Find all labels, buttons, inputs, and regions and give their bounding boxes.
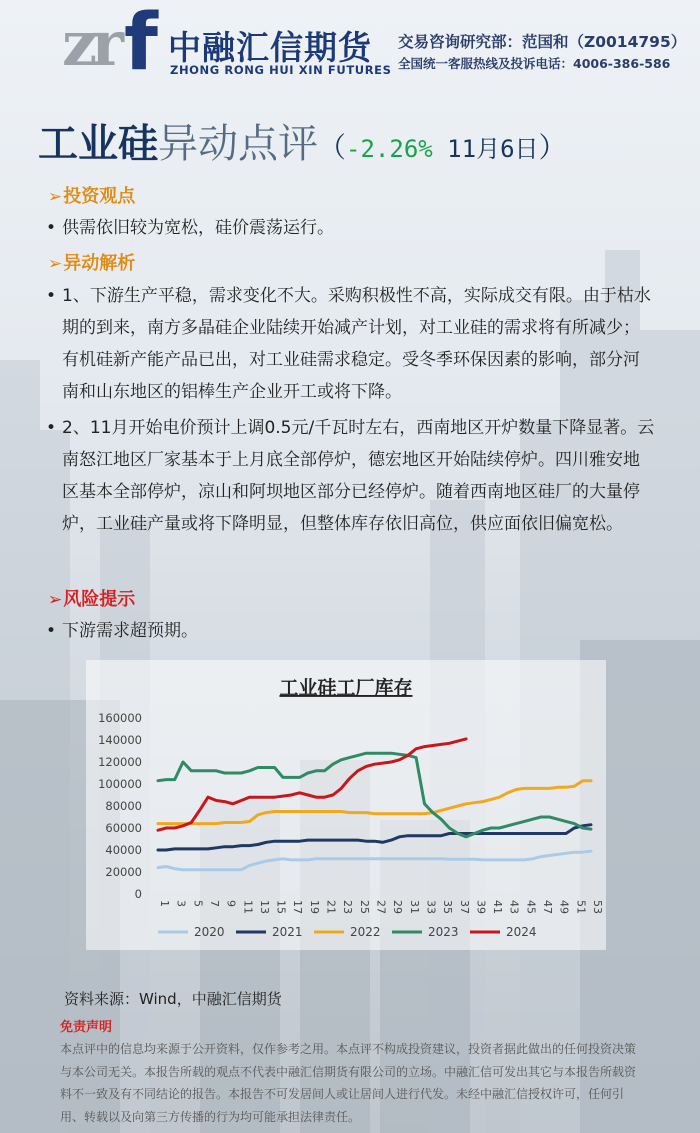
x-tick-label: 13 bbox=[257, 900, 271, 914]
list-item-analysis-2 bbox=[46, 412, 656, 540]
y-tick-label: 80000 bbox=[105, 799, 142, 813]
logo-mark-f: f bbox=[124, 0, 158, 88]
title-paren-open: （ bbox=[318, 131, 347, 164]
section-heading-analysis bbox=[48, 249, 135, 275]
legend-label-2022: 2022 bbox=[350, 925, 381, 939]
y-tick-label: 20000 bbox=[105, 865, 142, 879]
section-heading-risk bbox=[48, 585, 135, 611]
chevron-right-icon: ➢ bbox=[48, 187, 63, 207]
disclaimer-body: 本点评中的信息均来源于公开资料，仅作参考之用。本点评不构成投资建议，投资者据此做出的任何投资决策与本公司无关。本报告所载的观点不代表中融汇信期货有限公司的立场。中融汇信可发出其它与本报告所载资料不一致及有不同结论的报告。本报告不可发居间人或让居间人进行代发。未经中融汇信授权许可，任何引用、转载以及向第三方传播的行为均可能承担法律责任。 bbox=[60, 1042, 637, 1124]
y-tick-label: 160000 bbox=[98, 711, 142, 725]
x-tick-label: 43 bbox=[507, 900, 521, 914]
y-tick-label: 0 bbox=[134, 887, 142, 901]
bullet-dot-icon: • bbox=[46, 621, 57, 641]
series-line-2020 bbox=[158, 851, 591, 870]
legend-label-2023: 2023 bbox=[428, 925, 459, 939]
x-tick-label: 49 bbox=[557, 900, 571, 914]
x-tick-label: 39 bbox=[474, 900, 488, 914]
x-tick-label: 47 bbox=[541, 900, 555, 914]
inventory-chart bbox=[86, 660, 606, 950]
x-tick-label: 23 bbox=[341, 900, 355, 914]
chart-title: 工业硅工厂库存 bbox=[279, 677, 413, 699]
y-tick-label: 120000 bbox=[98, 755, 142, 769]
x-tick-label: 27 bbox=[374, 900, 388, 914]
data-source: 资料来源：Wind，中融汇信期货 bbox=[64, 990, 282, 1008]
x-tick-label: 25 bbox=[357, 900, 371, 914]
y-tick-label: 140000 bbox=[98, 733, 142, 747]
x-tick-label: 7 bbox=[207, 900, 221, 907]
bullet-dot-icon: • bbox=[46, 418, 57, 438]
title-paren-close: ） bbox=[538, 131, 567, 164]
bullet-dot-icon: • bbox=[46, 218, 57, 238]
list-item-risk bbox=[46, 615, 656, 647]
x-tick-label: 37 bbox=[457, 900, 471, 914]
title-date bbox=[433, 135, 539, 163]
logo-company-name: 中融汇信期货 bbox=[168, 28, 372, 67]
inventory-chart-panel bbox=[86, 660, 606, 950]
x-tick-label: 29 bbox=[391, 900, 405, 914]
analysis-1-text: 1、下游生产平稳，需求变化不大。采购积极性不高，实际成交有限。由于枯水期的到来，南方多晶硅企业陆续开始减产计划，对工业硅的需求将有所减少；有机硅新产能产品已出，对工业硅需求稳定。受冬季环保因素的影响，部分河南和山东地区的铝棒生产企业开工或将下降。 bbox=[62, 286, 651, 402]
section-heading-view bbox=[48, 182, 135, 208]
y-tick-label: 60000 bbox=[105, 821, 142, 835]
x-tick-label: 45 bbox=[524, 900, 538, 914]
chevron-right-icon: ➢ bbox=[48, 254, 63, 274]
y-tick-label: 100000 bbox=[98, 777, 142, 791]
x-tick-label: 51 bbox=[574, 900, 588, 914]
title-main-dark: 工业硅 bbox=[38, 121, 158, 167]
page-title bbox=[38, 112, 567, 169]
x-tick-label: 11 bbox=[241, 900, 255, 914]
x-tick-label: 19 bbox=[307, 900, 321, 914]
x-tick-label: 3 bbox=[174, 900, 188, 907]
x-tick-label: 21 bbox=[324, 900, 338, 914]
x-tick-label: 9 bbox=[224, 900, 238, 907]
title-change-pct: -2.26% bbox=[346, 135, 433, 163]
x-tick-label: 5 bbox=[191, 900, 205, 907]
section-heading-risk-label: 风险提示 bbox=[63, 589, 136, 610]
list-item-analysis-1 bbox=[46, 280, 656, 408]
x-tick-label: 53 bbox=[591, 900, 604, 914]
x-tick-label: 1 bbox=[158, 900, 171, 907]
x-tick-label: 17 bbox=[291, 900, 305, 914]
header bbox=[0, 0, 700, 88]
logo-company-name-en: ZHONG RONG HUI XIN FUTURES bbox=[170, 63, 392, 77]
list-item-view bbox=[46, 212, 656, 244]
section-heading-analysis-label: 异动解析 bbox=[63, 253, 136, 274]
disclaimer-title: 免责声明 bbox=[60, 1020, 113, 1035]
legend-label-2021: 2021 bbox=[272, 925, 303, 939]
chevron-right-icon: ➢ bbox=[48, 590, 63, 610]
logo-mark-zr: zr bbox=[62, 7, 118, 80]
x-tick-label: 33 bbox=[424, 900, 438, 914]
x-tick-label: 31 bbox=[407, 900, 421, 914]
risk-text: 下游需求超预期。 bbox=[62, 621, 198, 641]
x-tick-label: 35 bbox=[441, 900, 455, 914]
y-tick-label: 40000 bbox=[105, 843, 142, 857]
title-date-value: 11月6日 bbox=[447, 135, 539, 163]
bullet-dot-icon: • bbox=[46, 286, 57, 306]
legend-label-2020: 2020 bbox=[194, 925, 225, 939]
legend-label-2024: 2024 bbox=[506, 925, 537, 939]
x-tick-label: 15 bbox=[274, 900, 288, 914]
analysis-2-text: 2、11月开始电价预计上调0.5元/千瓦时左右，西南地区开炉数量下降显著。云南怒江地区厂家基本于上月底全部停炉，德宏地区开始陆续停炉。四川雅安地区基本全部停炉，凉山和阿坝地区部分已经停炉。随着西南地区硅厂的大量停炉，工业硅产量或将下降明显，但整体库存依旧高位，供应面依旧偏宽松。 bbox=[62, 418, 655, 534]
analyst-info: 交易咨询研究部：范国和（Z0014795） bbox=[398, 33, 687, 51]
title-main-gray: 异动点评 bbox=[158, 121, 318, 167]
hotline-info: 全国统一客服热线及投诉电话：4006-386-586 bbox=[398, 56, 671, 71]
series-line-2021 bbox=[158, 825, 591, 850]
view-text: 供需依旧较为宽松，硅价震荡运行。 bbox=[62, 218, 334, 238]
x-tick-label: 41 bbox=[491, 900, 505, 914]
section-heading-view-label: 投资观点 bbox=[63, 186, 136, 207]
